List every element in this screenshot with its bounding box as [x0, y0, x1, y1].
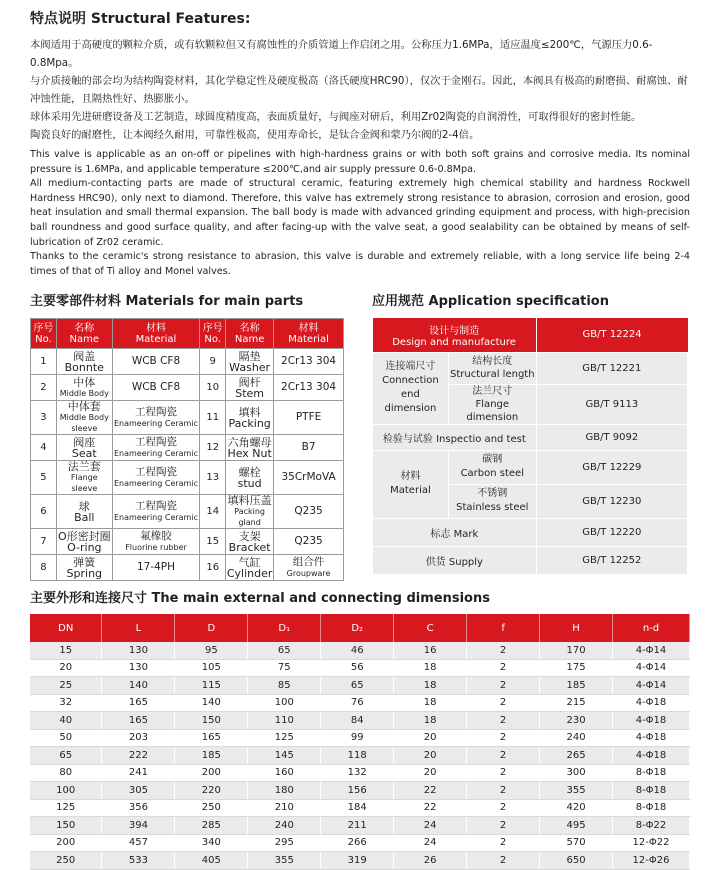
- header-material: 材料 Material: [112, 319, 200, 349]
- dim-cell: 300: [540, 764, 613, 782]
- part-name: 弹簧 Spring: [56, 555, 112, 581]
- part-no: 8: [31, 555, 57, 581]
- features-cn-2: 与介质接触的部会均为结构陶瓷材料，其化学稳定性及硬度极高（洛氏硬度HRC90），仅次于金刚石。因此，本阀具有极高的耐磨损、耐腐蚀、耐冲蚀性能，且隔热性好、热膨胀小。: [30, 75, 688, 105]
- part-name: 阀盖 Bonnte: [56, 349, 112, 375]
- dim-cell: 118: [321, 747, 394, 765]
- dim-cell: 2: [467, 712, 540, 730]
- part-no: 4: [31, 435, 57, 461]
- materials-table: [30, 318, 344, 581]
- table-row: [31, 529, 344, 555]
- dim-cell: 18: [394, 677, 467, 695]
- app-material-label: 材料 Material: [373, 450, 449, 518]
- dim-cell: 125: [30, 799, 102, 817]
- dim-cell: 145: [248, 747, 321, 765]
- dim-cell: 165: [175, 729, 248, 747]
- part-material: 工程陶瓷 Enameering Ceramic: [112, 495, 200, 529]
- part-no: 15: [200, 529, 226, 555]
- materials-header-row: [31, 319, 344, 349]
- part-material: 17-4PH: [112, 555, 200, 581]
- dim-cell: 319: [321, 852, 394, 870]
- app-flange-label: 法兰尺寸 Flange dimension: [448, 384, 536, 424]
- dim-cell: 46: [321, 642, 394, 659]
- dim-cell: 4-Φ14: [612, 677, 689, 695]
- features-cn: [30, 36, 690, 144]
- dim-cell: 50: [30, 729, 102, 747]
- table-row: [30, 764, 690, 782]
- dim-header-cell: L: [102, 614, 175, 642]
- table-row: [30, 659, 690, 677]
- table-row: [30, 817, 690, 835]
- app-carbon-label: 碳钢 Carbon steel: [448, 450, 536, 484]
- dim-cell: 32: [30, 694, 102, 712]
- dim-cell: 150: [175, 712, 248, 730]
- dim-cell: 4-Φ14: [612, 659, 689, 677]
- header-no-2: 序号 No.: [200, 319, 226, 349]
- dim-cell: 200: [30, 834, 102, 852]
- dim-cell: 105: [175, 659, 248, 677]
- app-header-label: 设计与制造 Design and manufacture: [373, 318, 537, 352]
- features-title: 特点说明 Structural Features:: [30, 11, 251, 27]
- dim-cell: 156: [321, 782, 394, 800]
- part-name: 中体 Middle Body: [56, 375, 112, 401]
- dimensions-header-row: [30, 614, 690, 642]
- part-material: 2Cr13 304: [274, 349, 344, 375]
- part-name: O形密封圈 O-ring: [57, 529, 111, 554]
- dim-cell: 20: [394, 729, 467, 747]
- dim-cell: 56: [321, 659, 394, 677]
- dim-cell: 2: [467, 694, 540, 712]
- part-material: Q235: [274, 495, 344, 529]
- dim-cell: 4-Φ14: [612, 642, 689, 659]
- dim-cell: 185: [540, 677, 613, 695]
- dim-cell: 40: [30, 712, 102, 730]
- part-material: WCB CF8: [112, 349, 200, 375]
- dim-cell: 8-Φ18: [612, 799, 689, 817]
- dim-cell: 241: [102, 764, 175, 782]
- dim-header-cell: D: [175, 614, 248, 642]
- part-material: Q235: [274, 529, 344, 555]
- app-mark-std: GB/T 12220: [536, 518, 687, 546]
- dim-cell: 394: [102, 817, 175, 835]
- app-carbon-std: GB/T 12229: [536, 450, 687, 484]
- dim-cell: 100: [248, 694, 321, 712]
- dim-cell: 22: [394, 799, 467, 817]
- dim-cell: 140: [102, 677, 175, 695]
- dim-cell: 175: [540, 659, 613, 677]
- part-no: 14: [200, 495, 226, 529]
- app-mark-label: 标志 Mark: [373, 518, 537, 546]
- part-no: 3: [31, 401, 57, 435]
- dim-cell: 2: [467, 852, 540, 870]
- table-row: [30, 729, 690, 747]
- dim-cell: 240: [540, 729, 613, 747]
- dim-cell: 115: [175, 677, 248, 695]
- dim-cell: 222: [102, 747, 175, 765]
- dim-cell: 95: [175, 642, 248, 659]
- dim-cell: 211: [321, 817, 394, 835]
- header-name-2: 名称 Name: [226, 319, 274, 349]
- part-material: 工程陶瓷 Enameering Ceramic: [112, 461, 200, 495]
- dim-cell: 165: [102, 712, 175, 730]
- table-row: [30, 694, 690, 712]
- app-stainless-std: GB/T 12230: [536, 484, 687, 518]
- part-name: 支架 Bracket: [226, 529, 274, 555]
- dim-cell: 2: [467, 747, 540, 765]
- dim-cell: 8-Φ22: [612, 817, 689, 835]
- part-no: 6: [31, 495, 57, 529]
- table-row: [31, 349, 344, 375]
- dim-cell: 99: [321, 729, 394, 747]
- dim-cell: 180: [248, 782, 321, 800]
- dim-cell: 250: [175, 799, 248, 817]
- part-name: 六角螺母 Hex Nut: [227, 435, 272, 460]
- part-material: 氟橡胶 Fluorine rubber: [112, 529, 200, 555]
- part-material: 组合件 Groupware: [274, 555, 344, 581]
- dim-cell: 132: [321, 764, 394, 782]
- table-row: [30, 677, 690, 695]
- part-material: WCB CF8: [112, 375, 200, 401]
- app-row-carbon: [373, 450, 688, 484]
- dim-cell: 20: [394, 764, 467, 782]
- dim-cell: 65: [321, 677, 394, 695]
- app-conn-label: 连接端尺寸 Connection end dimension: [373, 352, 449, 424]
- dim-cell: 16: [394, 642, 467, 659]
- dim-cell: 355: [540, 782, 613, 800]
- part-name: 中体套 Middle Body sleeve: [56, 401, 112, 435]
- table-row: [31, 495, 344, 529]
- part-name: 球 Ball: [56, 495, 112, 529]
- dim-cell: 184: [321, 799, 394, 817]
- part-no: 16: [200, 555, 226, 581]
- table-row: [30, 852, 690, 870]
- dim-cell: 76: [321, 694, 394, 712]
- dim-cell: 84: [321, 712, 394, 730]
- dim-cell: 2: [467, 659, 540, 677]
- dim-cell: 210: [248, 799, 321, 817]
- table-row: [30, 747, 690, 765]
- part-name: 填料 Packing: [226, 401, 274, 435]
- app-row-test: [373, 424, 688, 450]
- dim-cell: 2: [467, 677, 540, 695]
- part-no: 11: [200, 401, 226, 435]
- features-en-2: All medium-contacting parts are made of structural ceramic, featuring extremely high chemical stability and hardness Rockwell Hardness HRC90), only next to diamond. Therefore, this valve has extremely strong resistance to abrasion, corrosion and erosion, good heat insulation and small thermal expansion. The ball body is made with advanced grinding equipment and process, with high-precision ball roundness and good surface quality, and after facing-up with the valve seat, a good sealability can be obtained by means of self-lubrication of Zr02 ceramic.: [30, 178, 690, 248]
- dim-cell: 12-Φ26: [612, 852, 689, 870]
- table-row: [30, 782, 690, 800]
- part-no: 10: [200, 375, 226, 401]
- dim-header-cell: f: [467, 614, 540, 642]
- app-test-label: 检验与试验 Inspectio and test: [373, 424, 537, 450]
- dim-cell: 230: [540, 712, 613, 730]
- table-row: [31, 375, 344, 401]
- part-material: 工程陶瓷 Enameering Ceramic: [112, 401, 200, 435]
- dim-cell: 405: [175, 852, 248, 870]
- dim-cell: 250: [30, 852, 102, 870]
- dim-cell: 160: [248, 764, 321, 782]
- app-row-supply: [373, 546, 688, 574]
- dim-cell: 220: [175, 782, 248, 800]
- dim-cell: 570: [540, 834, 613, 852]
- dim-header-cell: D₂: [321, 614, 394, 642]
- part-name: 阀座 Seat: [56, 435, 112, 461]
- dim-cell: 165: [102, 694, 175, 712]
- dim-cell: 285: [175, 817, 248, 835]
- dim-cell: 2: [467, 729, 540, 747]
- dim-cell: 2: [467, 642, 540, 659]
- dim-cell: 2: [467, 834, 540, 852]
- dim-cell: 650: [540, 852, 613, 870]
- dim-cell: 65: [30, 747, 102, 765]
- dim-cell: 24: [394, 834, 467, 852]
- dim-cell: 24: [394, 817, 467, 835]
- table-row: [30, 799, 690, 817]
- dim-cell: 185: [175, 747, 248, 765]
- app-struct-label: 结构长度 Structural length: [448, 352, 536, 384]
- part-name: 法兰套 Flange sleeve: [56, 461, 112, 495]
- dim-cell: 140: [175, 694, 248, 712]
- features-cn-1: 本阀适用于高硬度的颗粒介质，或有软颗粒但又有腐蚀性的介质管道上作启闭之用。公称压力1.6MPa，适应温度≤200℃，气源压力0.6-0.8Mpa。: [30, 39, 653, 69]
- app-row-mark: [373, 518, 688, 546]
- dim-cell: 2: [467, 764, 540, 782]
- dim-header-cell: H: [540, 614, 613, 642]
- dim-header-cell: DN: [30, 614, 102, 642]
- dim-cell: 2: [467, 799, 540, 817]
- part-name: 阀杆 Stem: [226, 375, 274, 401]
- part-no: 7: [31, 529, 57, 555]
- application-table: [372, 318, 688, 575]
- dim-cell: 80: [30, 764, 102, 782]
- dim-cell: 200: [175, 764, 248, 782]
- dim-cell: 495: [540, 817, 613, 835]
- dim-cell: 20: [394, 747, 467, 765]
- dim-cell: 533: [102, 852, 175, 870]
- app-supply-label: 供货 Supply: [373, 546, 537, 574]
- header-name: 名称 Name: [56, 319, 112, 349]
- app-flange-std: GB/T 9113: [536, 384, 687, 424]
- table-row: [31, 435, 344, 461]
- part-no: 5: [31, 461, 57, 495]
- part-name: 螺栓 stud: [226, 461, 274, 495]
- dim-cell: 15: [30, 642, 102, 659]
- features-en: [30, 148, 690, 279]
- app-test-std: GB/T 9092: [536, 424, 687, 450]
- dim-cell: 125: [248, 729, 321, 747]
- dim-cell: 305: [102, 782, 175, 800]
- dim-cell: 22: [394, 782, 467, 800]
- part-material: 2Cr13 304: [274, 375, 344, 401]
- table-row: [30, 642, 690, 659]
- dim-cell: 18: [394, 659, 467, 677]
- dim-cell: 2: [467, 817, 540, 835]
- dim-cell: 110: [248, 712, 321, 730]
- dim-cell: 265: [540, 747, 613, 765]
- dim-cell: 8-Φ18: [612, 764, 689, 782]
- part-no: 12: [200, 435, 226, 461]
- dim-cell: 26: [394, 852, 467, 870]
- application-title: 应用规范 Application specification: [372, 294, 609, 309]
- features-en-1: This valve is applicable as an on-off or pipelines with high-hardness grains or with both soft grains and corrosive media. Its nominal pressure is 1.6MPa, and applicable temperature ≤200℃,and air supply pressure 0.6-0.8Mpa.: [30, 149, 690, 175]
- part-material: B7: [274, 435, 344, 461]
- dim-cell: 130: [102, 642, 175, 659]
- dim-cell: 170: [540, 642, 613, 659]
- dim-cell: 355: [248, 852, 321, 870]
- dim-cell: 240: [248, 817, 321, 835]
- dim-cell: 356: [102, 799, 175, 817]
- dim-cell: 65: [248, 642, 321, 659]
- part-material: 工程陶瓷 Enameering Ceramic: [112, 435, 200, 461]
- features-cn-3: 球体采用先进研磨设备及工艺制造，球圆度精度高，表面质量好，与阀座对研后，利用Zr02陶瓷的自润滑性，可取得很好的密封性能。: [30, 111, 642, 123]
- dim-header-cell: n-d: [612, 614, 689, 642]
- dim-header-cell: C: [394, 614, 467, 642]
- dim-cell: 8-Φ18: [612, 782, 689, 800]
- dim-cell: 75: [248, 659, 321, 677]
- app-row-struct: [373, 352, 688, 384]
- table-row: [31, 461, 344, 495]
- application-header-row: [373, 318, 688, 352]
- dim-cell: 2: [467, 782, 540, 800]
- app-struct-std: GB/T 12221: [536, 352, 687, 384]
- dim-cell: 4-Φ18: [612, 729, 689, 747]
- dim-cell: 20: [30, 659, 102, 677]
- part-name: 填料压盖 Packing gland: [227, 494, 272, 527]
- dim-cell: 457: [102, 834, 175, 852]
- dim-cell: 150: [30, 817, 102, 835]
- part-no: 2: [31, 375, 57, 401]
- part-name: 隔垫 Washer: [226, 349, 274, 375]
- dimensions-table: [30, 614, 690, 870]
- dim-cell: 4-Φ18: [612, 712, 689, 730]
- dim-cell: 4-Φ18: [612, 694, 689, 712]
- dim-cell: 18: [394, 712, 467, 730]
- header-no: 序号 No.: [31, 319, 57, 349]
- dim-cell: 4-Φ18: [612, 747, 689, 765]
- part-no: 1: [31, 349, 57, 375]
- table-row: [30, 712, 690, 730]
- features-cn-4: 陶瓷良好的耐磨性，让本阀经久耐用，可靠性极高，使用寿命长，是钛合金阀和蒙乃尔阀的2-4倍。: [30, 129, 480, 141]
- dimensions-title: 主要外形和连接尺寸 The main external and connecting dimensions: [30, 591, 490, 606]
- table-row: [30, 834, 690, 852]
- part-no: 13: [200, 461, 226, 495]
- dim-cell: 340: [175, 834, 248, 852]
- dim-cell: 12-Φ22: [612, 834, 689, 852]
- app-header-std: GB/T 12224: [536, 318, 687, 352]
- table-row: [31, 555, 344, 581]
- materials-title: 主要零部件材料 Materials for main parts: [30, 294, 304, 309]
- part-name: 气缸 Cylinder: [226, 555, 273, 580]
- features-en-3: Thanks to the ceramic's strong resistance to abrasion, this valve is durable and extremely reliable, with a long service life being 2-4 times of that of Ti alloy and Monel valves.: [30, 251, 690, 277]
- dim-cell: 130: [102, 659, 175, 677]
- part-material: PTFE: [274, 401, 344, 435]
- header-material-2: 材料 Material: [274, 319, 344, 349]
- part-no: 9: [200, 349, 226, 375]
- app-stainless-label: 不锈钢 Stainless steel: [448, 484, 536, 518]
- dim-cell: 215: [540, 694, 613, 712]
- dim-cell: 266: [321, 834, 394, 852]
- dim-cell: 18: [394, 694, 467, 712]
- table-row: [31, 401, 344, 435]
- dim-cell: 295: [248, 834, 321, 852]
- app-supply-std: GB/T 12252: [536, 546, 687, 574]
- dim-cell: 100: [30, 782, 102, 800]
- part-material: 35CrMoVA: [274, 461, 344, 495]
- dim-cell: 25: [30, 677, 102, 695]
- dim-header-cell: D₁: [248, 614, 321, 642]
- dim-cell: 203: [102, 729, 175, 747]
- dim-cell: 420: [540, 799, 613, 817]
- dim-cell: 85: [248, 677, 321, 695]
